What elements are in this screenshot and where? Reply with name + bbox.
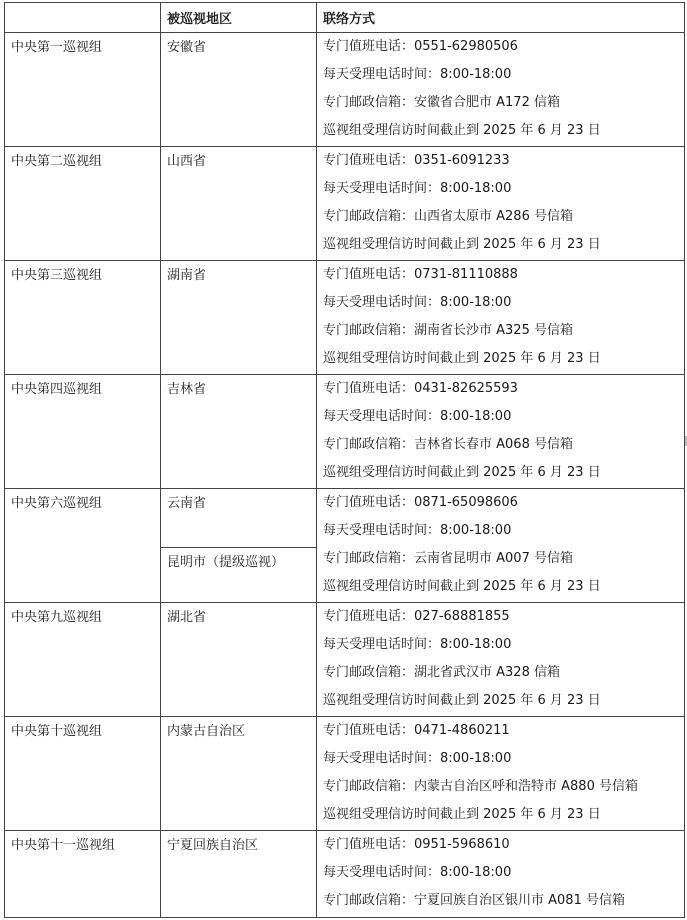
contact-line: 专门邮政信箱：内蒙古自治区呼和浩特市 A880 号信箱 (323, 779, 638, 794)
contact-line: 专门邮政信箱：湖北省武汉市 A328 信箱 (323, 665, 560, 680)
table-row (5, 603, 685, 717)
contact-line: 专门值班电话：0351-6091233 (323, 153, 510, 168)
contact-line: 专门值班电话：0551-62980506 (323, 39, 518, 54)
header-region: 被巡视地区 (161, 3, 317, 33)
table-row (5, 147, 685, 261)
contact-line: 专门值班电话：0731-81110888 (323, 267, 518, 282)
contact-line: 专门邮政信箱：湖南省长沙市 A325 号信箱 (323, 323, 573, 338)
contact-line: 专门值班电话：0471-4860211 (323, 723, 510, 738)
contact-info-cell (317, 147, 685, 261)
inspected-region: 吉林省 (161, 375, 317, 489)
contact-info-cell (317, 603, 685, 717)
table-row (5, 261, 685, 375)
contact-info-cell (317, 489, 685, 603)
contact-info-cell (317, 33, 685, 147)
contact-line: 巡视组受理信访时间截止到 2025 年 6 月 23 日 (323, 579, 601, 594)
inspected-region: 湖南省 (161, 261, 317, 375)
table-body (5, 33, 685, 918)
inspection-group-name: 中央第十巡视组 (5, 717, 161, 831)
contact-line: 专门邮政信箱：安徽省合肥市 A172 信箱 (323, 95, 560, 110)
table-row (5, 489, 685, 603)
contact-line: 每天受理电话时间：8:00-18:00 (323, 865, 512, 880)
inspected-region: 内蒙古自治区 (161, 717, 317, 831)
inspection-group-name: 中央第六巡视组 (5, 489, 161, 603)
contact-line: 每天受理电话时间：8:00-18:00 (323, 751, 512, 766)
contact-line: 巡视组受理信访时间截止到 2025 年 6 月 23 日 (323, 807, 601, 822)
contact-line: 巡视组受理信访时间截止到 2025 年 6 月 23 日 (323, 237, 601, 252)
inspection-group-name: 中央第二巡视组 (5, 147, 161, 261)
inspection-contact-table (4, 2, 685, 918)
contact-line: 专门值班电话：027-68881855 (323, 609, 510, 624)
contact-line: 每天受理电话时间：8:00-18:00 (323, 523, 512, 538)
contact-line: 巡视组受理信访时间截止到 2025 年 6 月 23 日 (323, 351, 601, 366)
contact-line: 每天受理电话时间：8:00-18:00 (323, 67, 512, 82)
inspection-group-name: 中央第四巡视组 (5, 375, 161, 489)
contact-line: 专门邮政信箱：山西省太原市 A286 号信箱 (323, 209, 573, 224)
header-group (5, 3, 161, 33)
inspected-region: 昆明市（提级巡视） (167, 555, 285, 570)
inspected-region-cell (161, 489, 317, 603)
inspected-region: 安徽省 (161, 33, 317, 147)
contact-info-cell (317, 375, 685, 489)
table-header-row (5, 3, 685, 33)
inspection-group-name: 中央第九巡视组 (5, 603, 161, 717)
contact-line: 专门值班电话：0431-82625593 (323, 381, 518, 396)
contact-line: 巡视组受理信访时间截止到 2025 年 6 月 23 日 (323, 465, 601, 480)
contact-info-cell (317, 261, 685, 375)
inspection-group-name: 中央第十一巡视组 (5, 831, 161, 918)
contact-line: 专门邮政信箱：吉林省长春市 A068 号信箱 (323, 437, 573, 452)
table-row (5, 831, 685, 918)
contact-line: 专门邮政信箱：宁夏回族自治区银川市 A081 号信箱 (323, 893, 625, 908)
contact-line: 每天受理电话时间：8:00-18:00 (323, 295, 512, 310)
inspected-region: 山西省 (161, 147, 317, 261)
header-contact: 联络方式 (317, 3, 685, 33)
contact-line: 专门值班电话：0951-5968610 (323, 837, 510, 852)
inspected-region: 湖北省 (161, 603, 317, 717)
table-row (5, 375, 685, 489)
region-split (161, 489, 316, 602)
contact-line: 专门值班电话：0871-65098606 (323, 495, 518, 510)
inspection-group-name: 中央第一巡视组 (5, 33, 161, 147)
contact-info-cell (317, 717, 685, 831)
table-row (5, 33, 685, 147)
inspected-region: 云南省 (161, 489, 316, 548)
contact-line: 巡视组受理信访时间截止到 2025 年 6 月 23 日 (323, 693, 601, 708)
contact-info-cell (317, 831, 685, 918)
inspected-region: 宁夏回族自治区 (161, 831, 317, 918)
contact-line: 每天受理电话时间：8:00-18:00 (323, 181, 512, 196)
contact-line: 每天受理电话时间：8:00-18:00 (323, 409, 512, 424)
table-row (5, 717, 685, 831)
inspection-group-name: 中央第三巡视组 (5, 261, 161, 375)
contact-line: 每天受理电话时间：8:00-18:00 (323, 637, 512, 652)
contact-line: 巡视组受理信访时间截止到 2025 年 6 月 23 日 (323, 123, 601, 138)
contact-line: 专门邮政信箱：云南省昆明市 A007 号信箱 (323, 551, 573, 566)
